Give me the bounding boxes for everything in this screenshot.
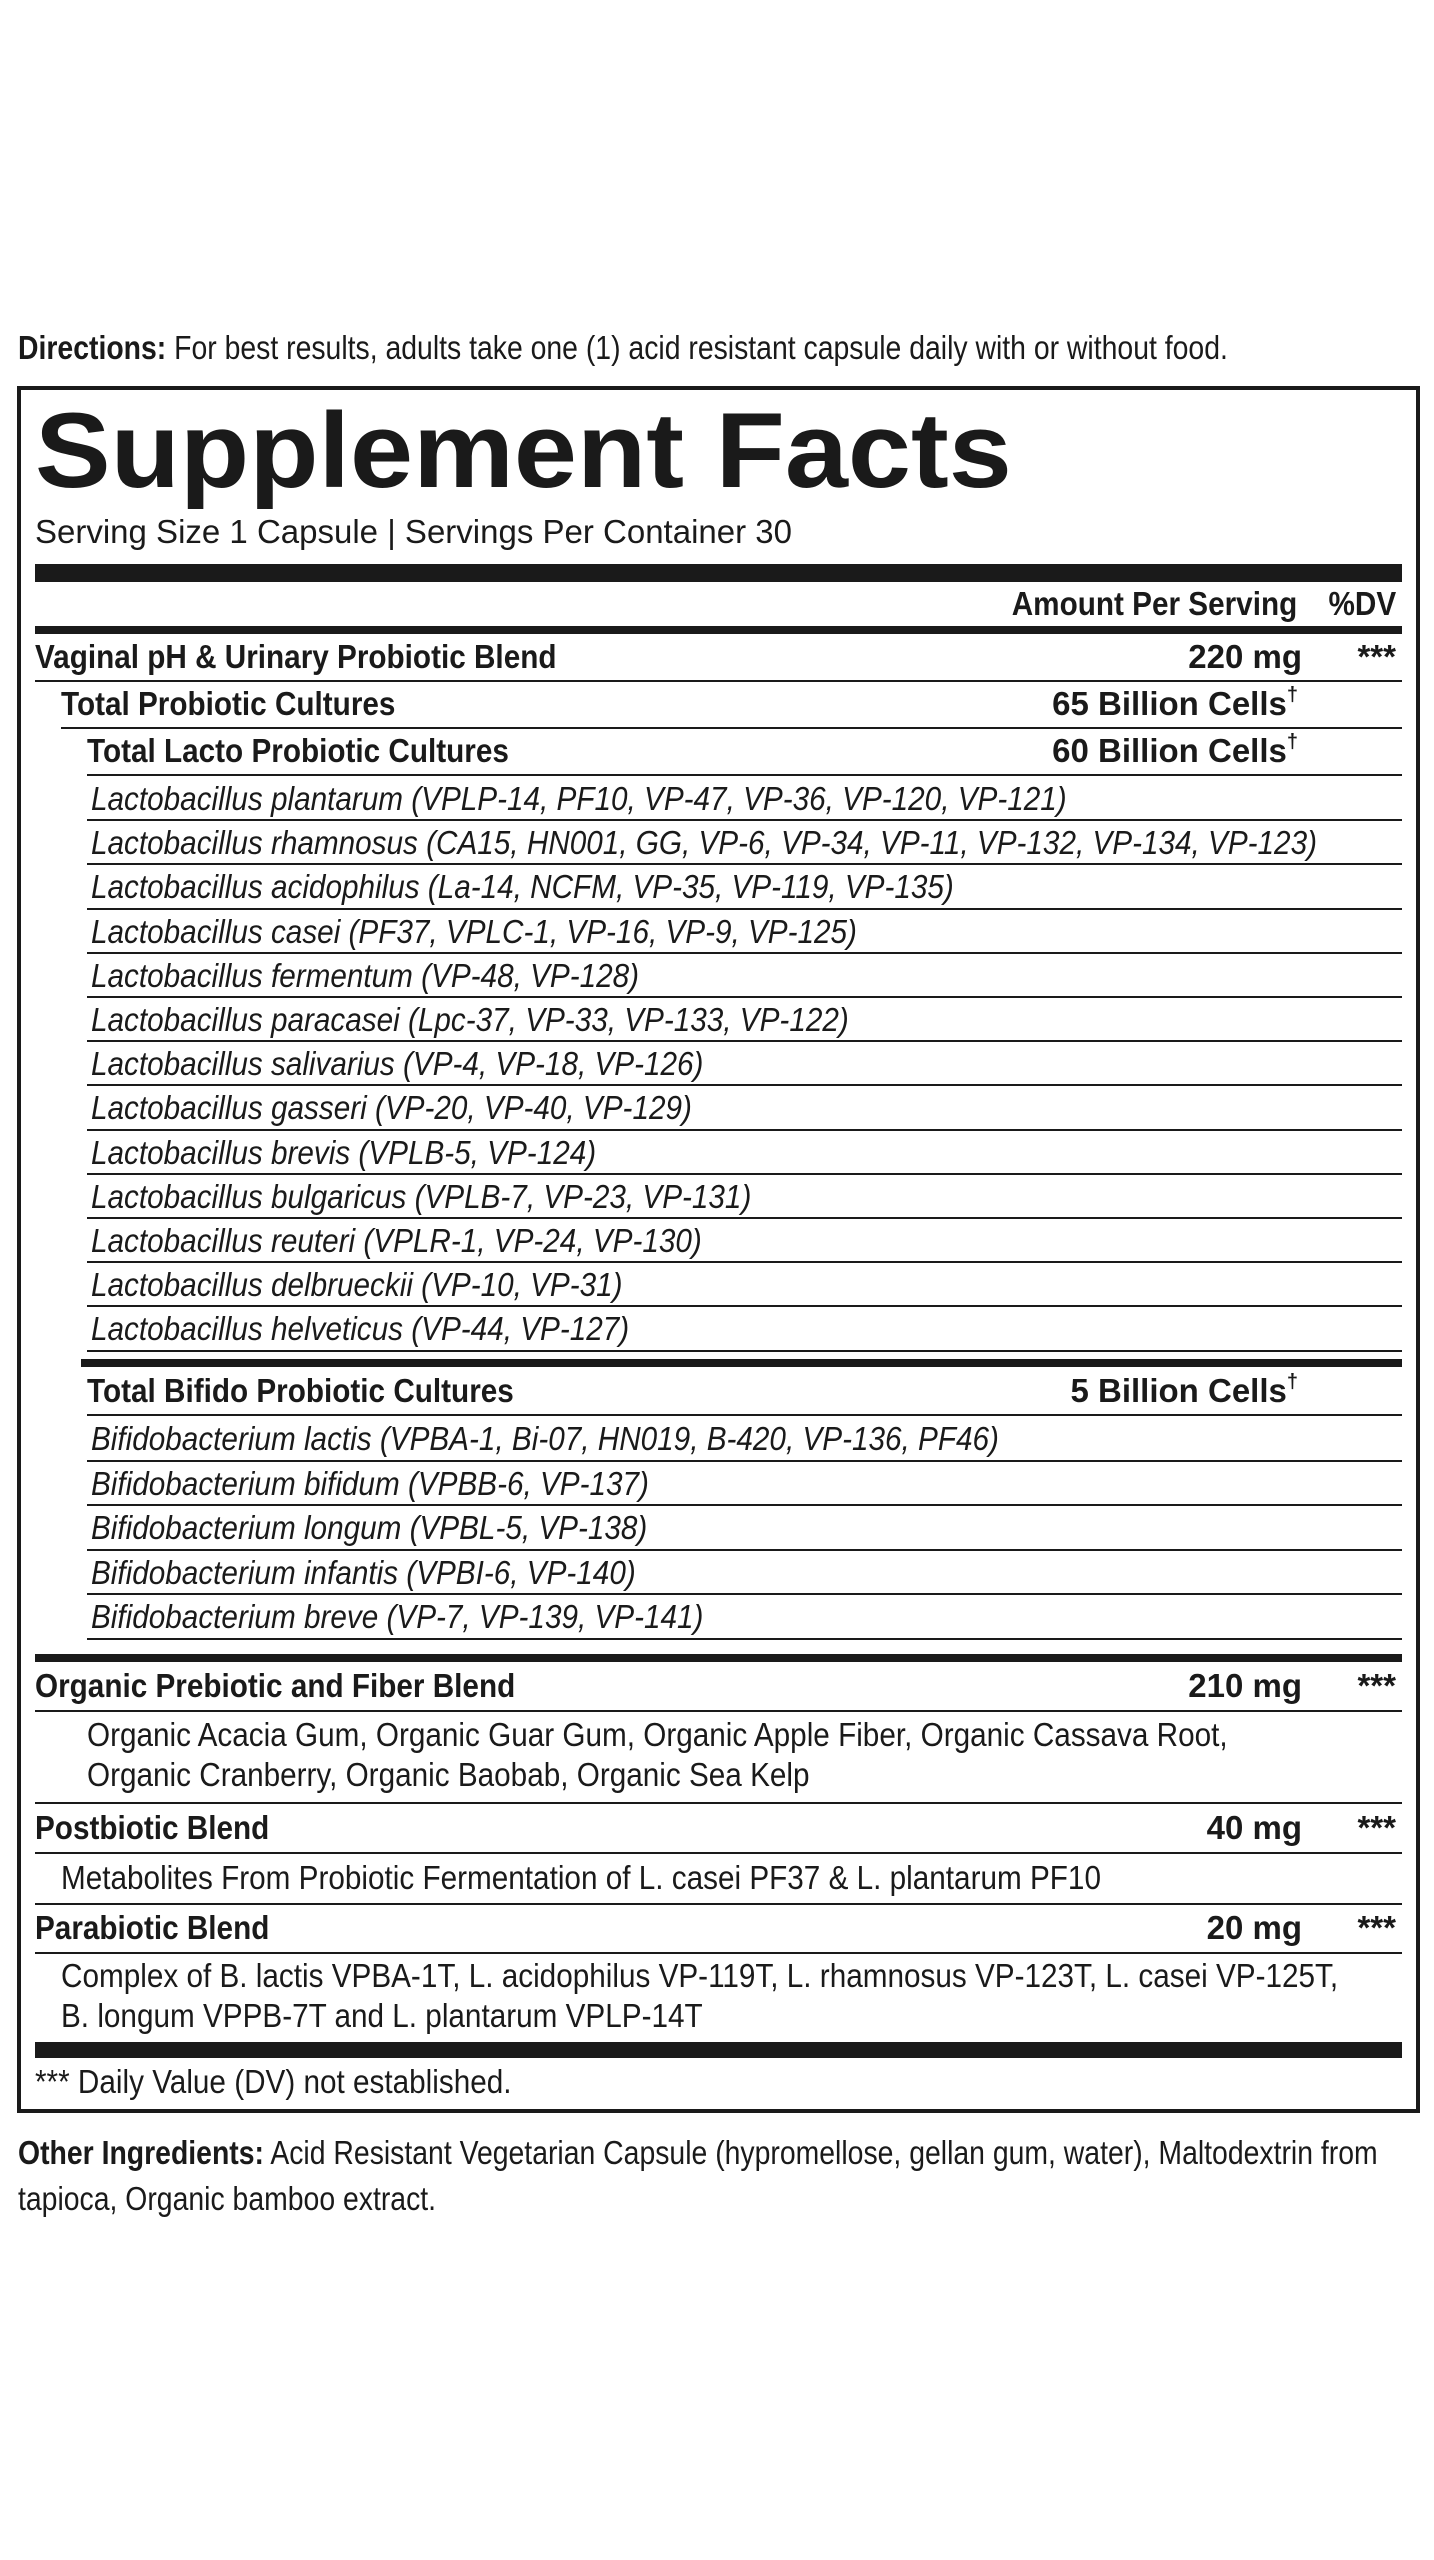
strain-name: Bifidobacterium longum (VPBL-5, VP-138) [91,1509,648,1547]
strain-row [87,777,1402,821]
strain-row [87,865,1402,909]
parabiotic-desc-line2: B. longum VPPB-7T and L. plantarum VPLP-14T [61,1997,703,2034]
total-probiotic-amount: 65 Billion Cells† [1052,684,1298,722]
divider [35,1852,1402,1854]
strain-name: Bifidobacterium bifidum (VPBB-6, VP-137) [91,1464,649,1502]
strain-name: Lactobacillus paracasei (Lpc-37, VP-33, VP-133, VP-122) [91,1001,849,1038]
other-ingredients-text: Acid Resistant Vegetarian Capsule (hypromellose, gellan gum, water), Maltodextrin from tapioca, Organic bamboo extract. [18,2134,1378,2217]
divider [35,1952,1402,1954]
prebiotic-amount: 210 mg [1188,1667,1302,1704]
total-probiotic-name: Total Probiotic Cultures [61,685,396,722]
strain-name: Bifidobacterium lactis (VPBA-1, Bi-07, HN019, B-420, VP-136, PF46) [91,1420,999,1457]
directions-label: Directions: [18,329,167,366]
strain-name: Lactobacillus brevis (VPLB-5, VP-124) [91,1133,597,1171]
total-probiotic-row [61,682,1402,726]
total-lacto-row [87,729,1402,773]
postbiotic-desc: Metabolites From Probiotic Fermentation of L. casei PF37 & L. plantarum PF10 [61,1859,1101,1896]
strain-name: Lactobacillus bulgaricus (VPLB-7, VP-23, VP-131) [91,1177,752,1215]
postbiotic-name: Postbiotic Blend [35,1809,270,1846]
strain-name: Lactobacillus rhamnosus (CA15, HN001, GG, VP-6, VP-34, VP-11, VP-132, VP-134, VP-123) [91,824,1317,862]
divider [35,1802,1402,1804]
divider [87,1638,1402,1640]
postbiotic-amount: 40 mg [1206,1809,1302,1846]
directions [18,328,1231,368]
section-divider [35,1654,1402,1662]
other-ingredients [18,2130,1394,2222]
parabiotic-row [35,1906,1402,1950]
strain-name: Lactobacillus casei (PF37, VPLC-1, VP-16, VP-9, VP-125) [91,912,857,950]
postbiotic-dv: *** [1357,1809,1396,1846]
strain-row [87,1042,1402,1086]
strain-row [87,1506,1402,1550]
supplement-facts-panel [17,386,1420,2113]
parabiotic-desc-line1: Complex of B. lactis VPBA-1T, L. acidophilus VP-119T, L. rhamnosus VP-123T, L. casei VP-125T, [61,1957,1339,1994]
blend-row [35,635,1402,679]
strain-row [87,1086,1402,1130]
panel-title: Supplement Facts [35,390,1012,510]
total-bifido-amount: 5 Billion Cells† [1070,1371,1298,1409]
total-lacto-amount: 60 Billion Cells† [1052,731,1298,769]
strain-row [87,1462,1402,1506]
footnote: *** Daily Value (DV) not established. [35,2063,512,2100]
strain-name: Bifidobacterium infantis (VPBI-6, VP-140) [91,1553,636,1591]
parabiotic-amount: 20 mg [1206,1909,1302,1946]
header-dv: %DV [1328,585,1396,622]
strain-name: Lactobacillus fermentum (VP-48, VP-128) [91,956,640,994]
serving-info: Serving Size 1 Capsule | Servings Per Container 30 [35,513,792,550]
strain-row [87,1131,1402,1175]
divider [35,1903,1402,1905]
strain-name: Lactobacillus acidophilus (La-14, NCFM, VP-35, VP-119, VP-135) [91,868,954,906]
total-bifido-row [87,1369,1402,1413]
prebiotic-dv: *** [1357,1667,1396,1704]
medium-divider [35,626,1402,634]
parabiotic-dv: *** [1357,1909,1396,1946]
other-ingredients-label: Other Ingredients: [18,2134,264,2171]
strain-row [87,821,1402,865]
strain-name: Lactobacillus reuteri (VPLR-1, VP-24, VP-130) [91,1222,702,1259]
strain-row [87,1417,1402,1461]
strain-row [87,1551,1402,1595]
prebiotic-row [35,1664,1402,1708]
strain-name: Bifidobacterium breve (VP-7, VP-139, VP-141) [91,1598,704,1636]
blend-name: Vaginal pH & Urinary Probiotic Blend [35,638,557,675]
strain-row [87,1219,1402,1263]
strain-row [87,1307,1402,1351]
thick-divider [35,2042,1402,2058]
prebiotic-name: Organic Prebiotic and Fiber Blend [35,1667,516,1704]
divider [87,1414,1402,1416]
strain-row [87,1175,1402,1219]
postbiotic-row [35,1806,1402,1850]
total-lacto-name: Total Lacto Probiotic Cultures [87,732,509,769]
blend-dv: *** [1357,638,1396,675]
parabiotic-name: Parabiotic Blend [35,1909,270,1946]
divider [87,1350,1402,1352]
strain-row [87,998,1402,1042]
section-divider [81,1359,1402,1367]
prebiotic-desc-line1: Organic Acacia Gum, Organic Guar Gum, Organic Apple Fiber, Organic Cassava Root, [87,1716,1228,1753]
divider [35,1710,1402,1712]
strain-name: Lactobacillus plantarum (VPLP-14, PF10, VP-47, VP-36, VP-120, VP-121) [91,780,1067,817]
blend-amount: 220 mg [1188,638,1302,675]
divider [87,774,1402,776]
thick-divider [35,564,1402,582]
strain-name: Lactobacillus delbrueckii (VP-10, VP-31) [91,1266,623,1304]
strain-row [87,1263,1402,1307]
header-amount: Amount Per Serving [1011,585,1297,622]
header-row [35,582,1402,626]
strain-row [87,910,1402,954]
strain-row [87,1595,1402,1639]
directions-text: For best results, adults take one (1) acid resistant capsule daily with or without food. [174,329,1228,366]
strain-name: Lactobacillus salivarius (VP-4, VP-18, VP-126) [91,1045,704,1083]
strain-row [87,954,1402,998]
total-bifido-name: Total Bifido Probiotic Cultures [87,1372,514,1409]
prebiotic-desc-line2: Organic Cranberry, Organic Baobab, Organic Sea Kelp [87,1756,810,1793]
strain-name: Lactobacillus helveticus (VP-44, VP-127) [91,1310,630,1348]
strain-name: Lactobacillus gasseri (VP-20, VP-40, VP-129) [91,1089,692,1127]
